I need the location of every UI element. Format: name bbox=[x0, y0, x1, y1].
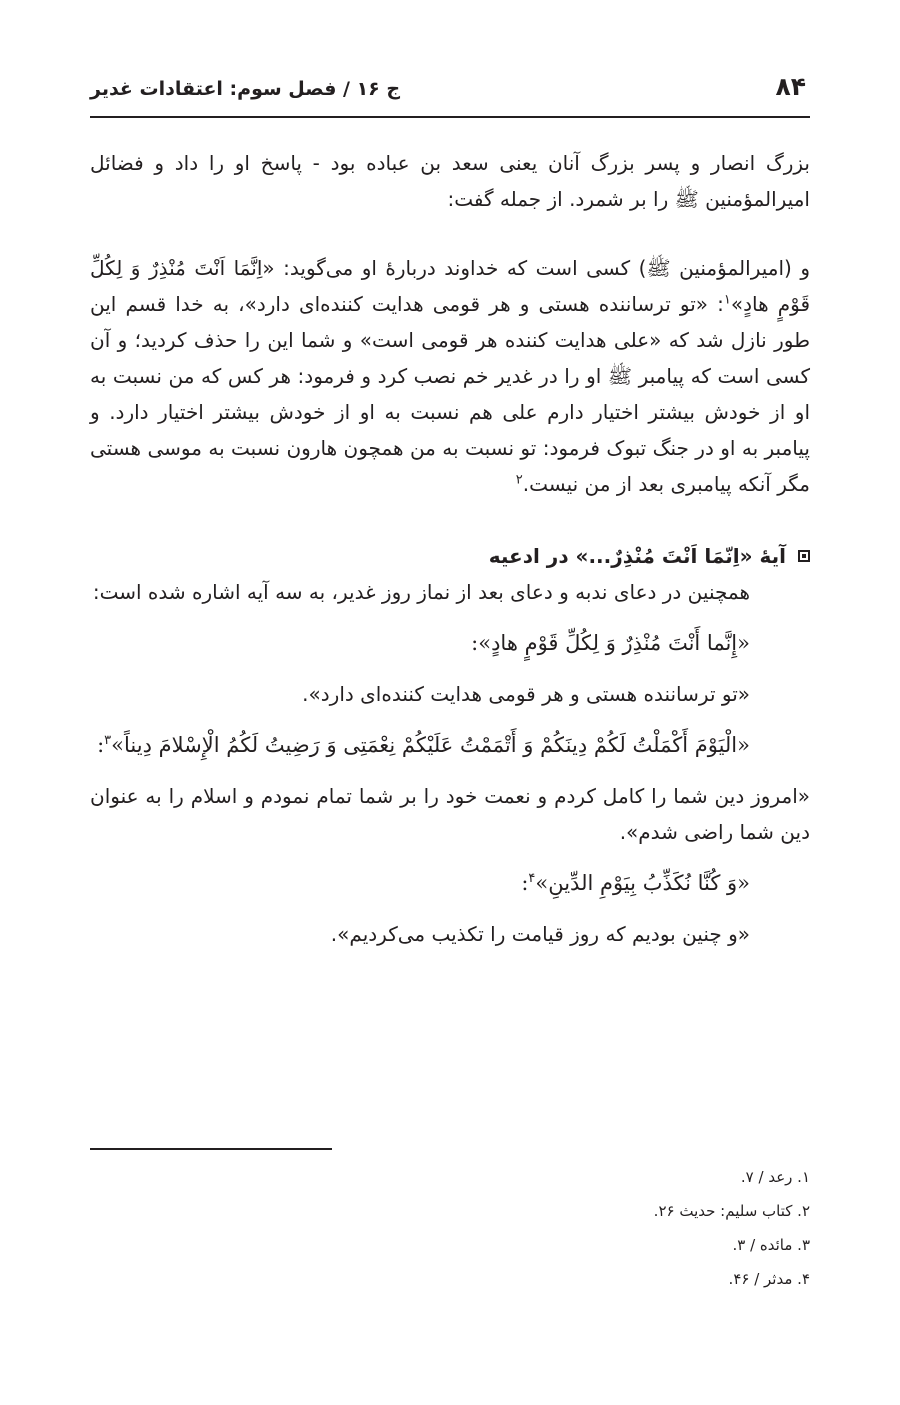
running-title: ج ۱۶ / فصل سوم: اعتقادات غدیر bbox=[90, 78, 401, 100]
paragraph-2-part-b: : «تو ترساننده هستی و هر قومی هدایت کننده‌ای دارد»، به خدا قسم این طور نازل شد که «علی هدایت کننده هر قومی است» و شما این را حذف کردید؛ و آن کسی است که پیامبر ﷺ او را در غدیر خم نصب کرد و فرمود: هر کس که من نسبت به او از خودش بیشتر اختیار دارم علی هم نسبت به او از خودش بیشتر اختیار دارد. و پیامبر به او در جنگ تبوک فرمود: تو نسبت به من همچون هارون نسبت به موسی هستی مگر آنکه پیامبری بعد از من نیست. bbox=[90, 292, 810, 496]
page-header bbox=[90, 68, 810, 108]
verse-2-colon: : bbox=[97, 733, 105, 757]
footnotes bbox=[410, 1160, 810, 1296]
footnote-1: ۱. رعد / ۷. bbox=[740, 1168, 810, 1186]
footnote-3: ۳. مائده / ۳. bbox=[732, 1236, 810, 1254]
page-number: ۸۴ bbox=[775, 72, 806, 101]
section-heading bbox=[90, 538, 810, 574]
footnote-4: ۴. مدثر / ۴۶. bbox=[728, 1270, 810, 1288]
verse-3-text: «وَ کُنَّا نُکَذِّبُ بِیَوْمِ الدِّینِ» bbox=[535, 871, 750, 895]
footnote-ref-1: ۱ bbox=[723, 292, 731, 308]
quran-verse-3 bbox=[90, 863, 810, 903]
paragraph-1: بزرگ انصار و پسر بزرگ آنان یعنی سعد بن عباده بود - پاسخ او را داد و فضائل امیرالمؤمنین ﷺ را بر شمرد. از جمله گفت: bbox=[90, 151, 810, 211]
paragraph-2 bbox=[90, 250, 810, 502]
footnote-ref-3: ۳ bbox=[104, 733, 112, 748]
book-page bbox=[90, 0, 810, 1405]
verse-3-colon: : bbox=[521, 871, 529, 895]
quran-verse-2 bbox=[90, 725, 810, 765]
section-intro: همچنین در دعای ندبه و دعای بعد از نماز روز غدیر، به سه آیه اشاره شده است: bbox=[92, 580, 750, 604]
body-text bbox=[90, 145, 810, 952]
footnote-divider bbox=[90, 1148, 332, 1150]
header-divider bbox=[90, 116, 810, 118]
verse-2-text: «الْیَوْمَ أَکْمَلْتُ لَکُمْ دِینَکُمْ وَ أَتْمَمْتُ عَلَیْکُمْ نِعْمَتِی وَ رَضِیتُ لَکُمُ الْإِسْلامَ دِیناً» bbox=[111, 733, 750, 757]
footnote-ref-4: ۴ bbox=[528, 871, 536, 886]
verse-2-translation: «امروز دین شما را کامل کردم و نعمت خود را بر شما تمام نمودم و اسلام را به عنوان دین شما راضی شدم». bbox=[90, 784, 810, 844]
paragraph-2-part-a: و (امیرالمؤمنین ﷺ) کسی است که خداوند دربارهٔ او می‌گوید: «اِنَّمَا اَنْتَ مُنْذِرٌ وَ لِکُلِّ قَوْمٍ هادٍ» bbox=[90, 256, 810, 316]
footnote-ref-2: ۲ bbox=[515, 472, 523, 488]
verse-3-translation: «و چنین بودیم که روز قیامت را تکذیب می‌کردیم». bbox=[330, 922, 750, 946]
square-bullet-icon bbox=[798, 550, 810, 562]
section-heading-text: آیهٔ «اِنّمَا اَنْتَ مُنْذِرٌ...» در ادعیه bbox=[488, 544, 786, 568]
footnote-2: ۲. کتاب سلیم: حدیث ۲۶. bbox=[653, 1202, 810, 1220]
verse-1-translation: «تو ترساننده هستی و هر قومی هدایت کننده‌ای دارد». bbox=[302, 682, 750, 706]
quran-verse-1: «إِنَّما أَنْتَ مُنْذِرٌ وَ لِکُلِّ قَوْمٍ هادٍ»: bbox=[471, 631, 750, 655]
